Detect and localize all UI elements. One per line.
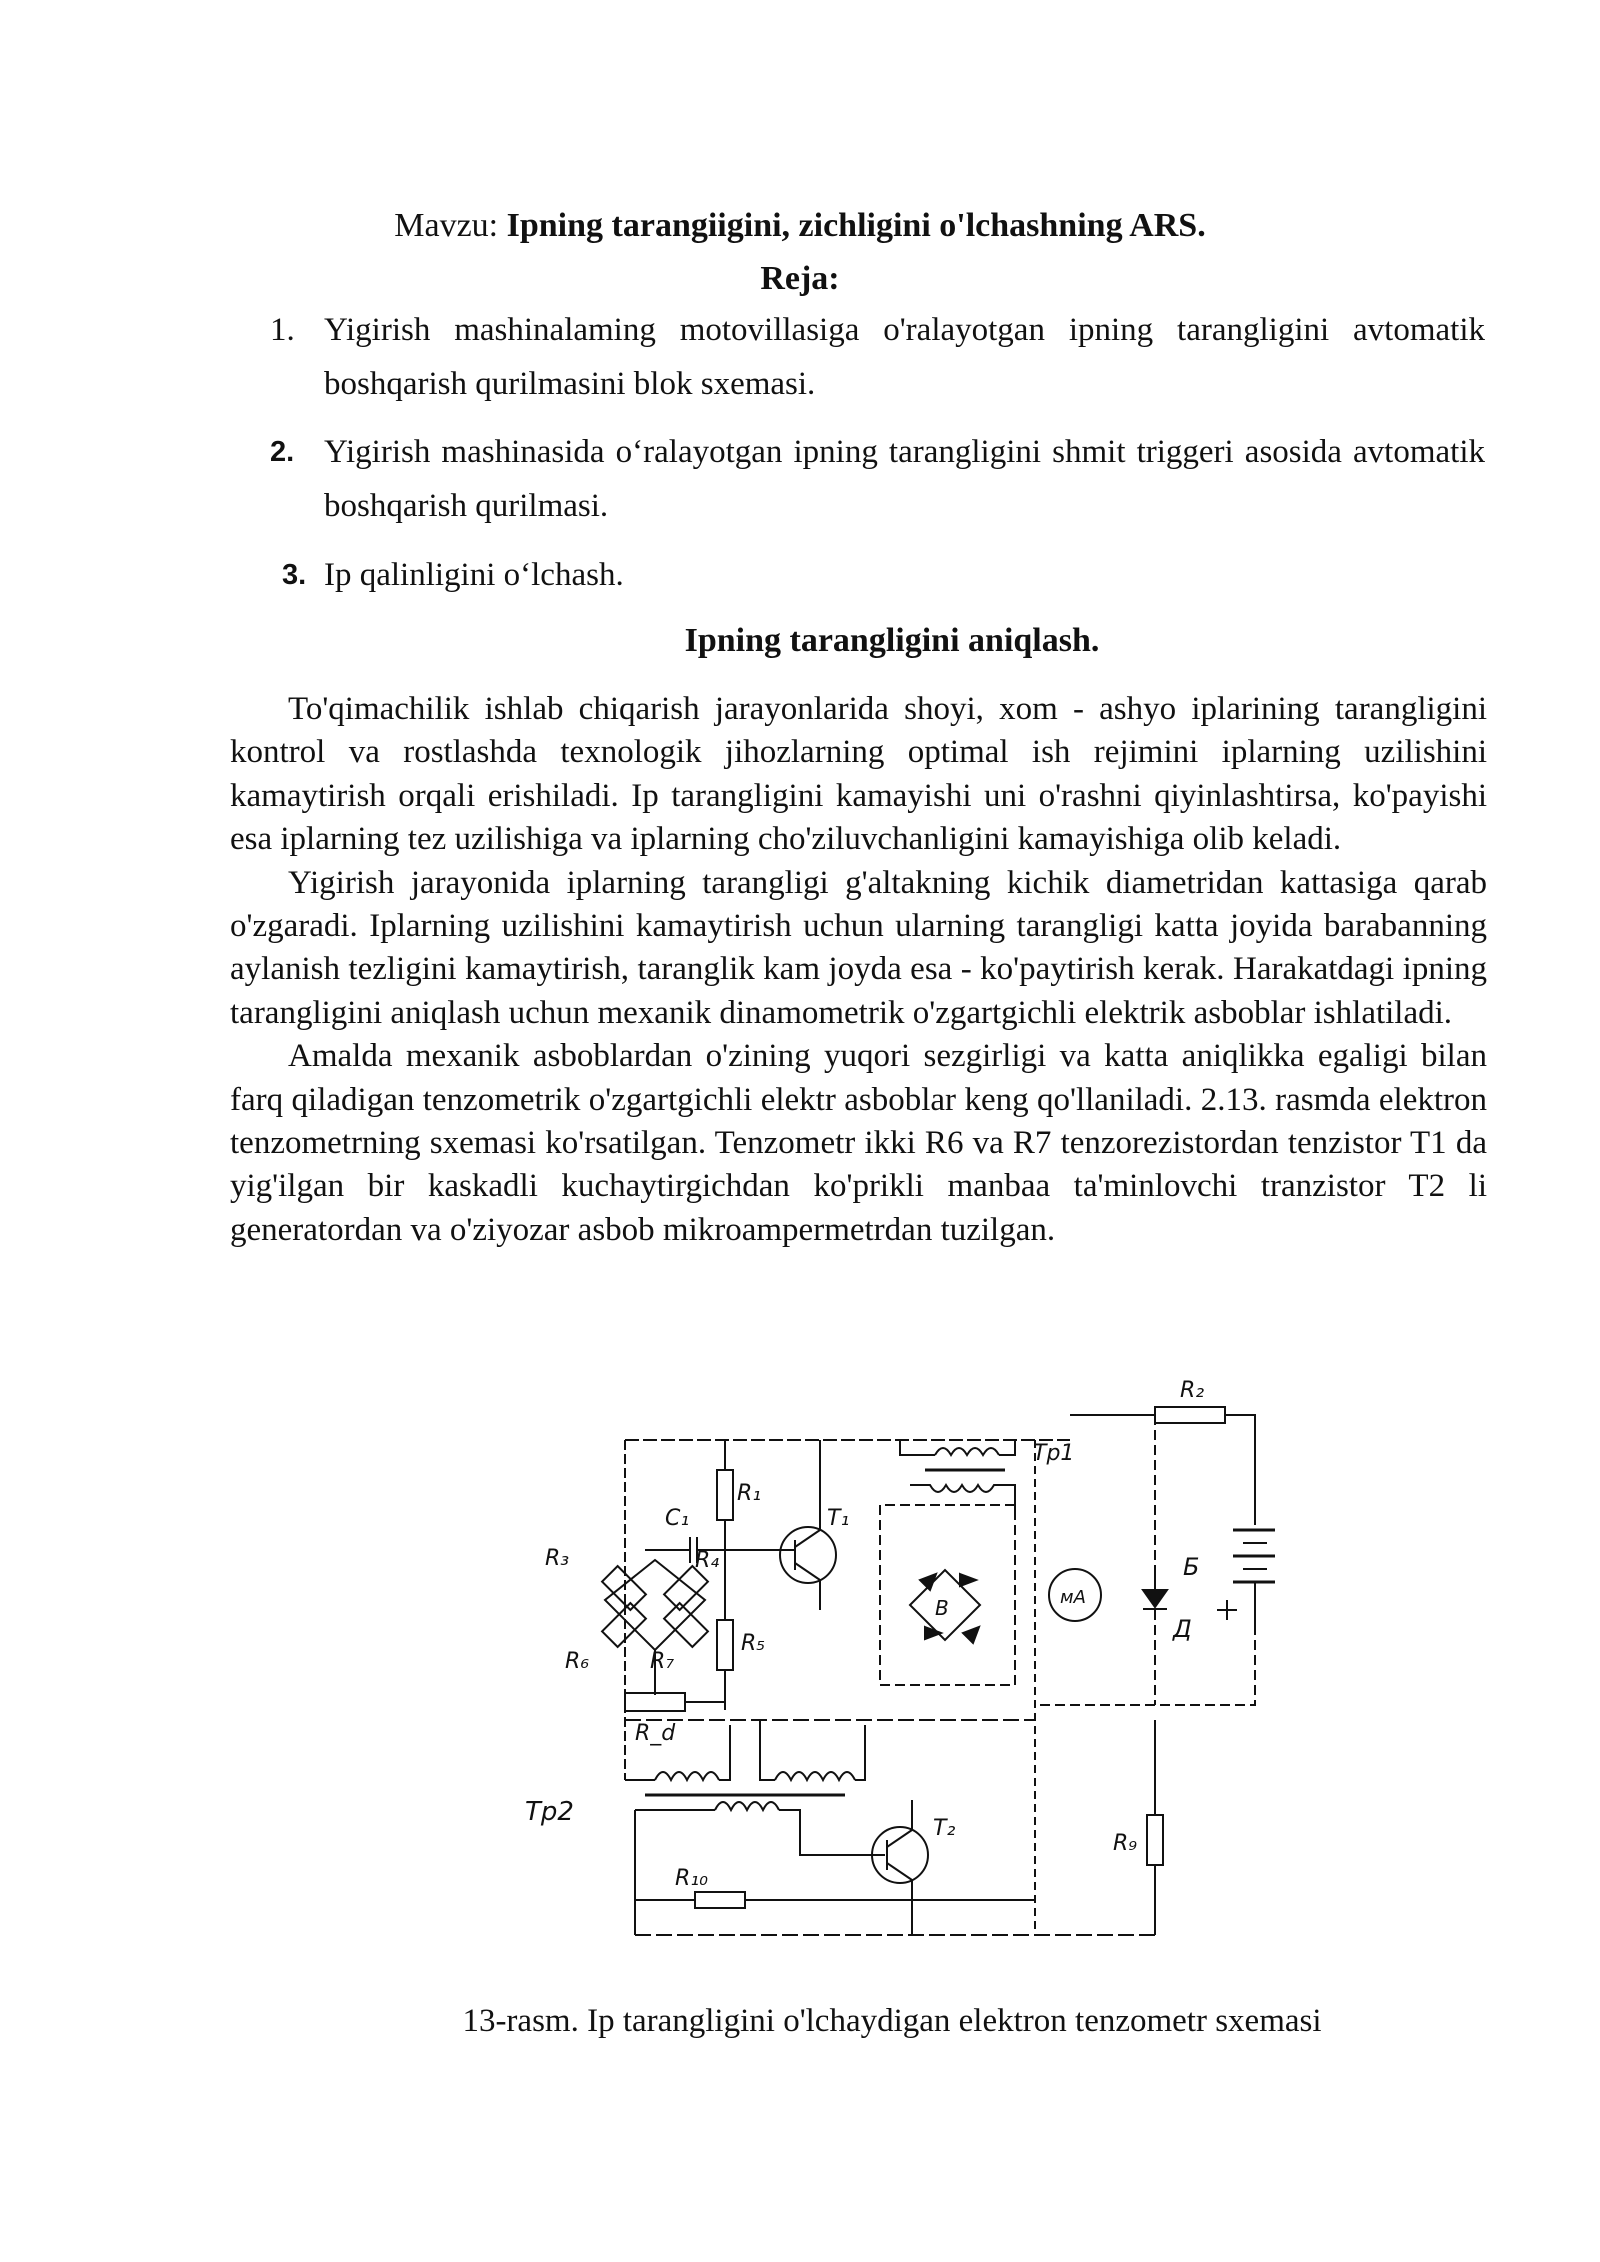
label-diode: Д	[1173, 1615, 1192, 1643]
label-tp1: Tp1	[1033, 1441, 1075, 1466]
label-t2: T₂	[933, 1816, 956, 1841]
section-title: Ipning tarangligini aniqlash.	[684, 622, 1100, 659]
plan-item-number: 3.	[282, 559, 307, 591]
label-r7: R₇	[650, 1649, 675, 1674]
plan-title: Reja:	[760, 260, 840, 297]
plan-item-3	[282, 548, 1497, 602]
plan-item-2	[270, 425, 1485, 533]
label-r2: R₂	[1180, 1378, 1205, 1403]
label-meter: мА	[1060, 1587, 1086, 1608]
label-t1: T₁	[827, 1506, 850, 1531]
label-r9: R₉	[1113, 1831, 1138, 1856]
label-r10: R₁₀	[675, 1866, 708, 1891]
topic-prefix: Mavzu:	[394, 207, 507, 244]
tensometer-circuit-diagram	[515, 1375, 1275, 1975]
label-c1: C₁	[665, 1506, 690, 1531]
label-rd: R_d	[635, 1721, 676, 1746]
label-r3: R₃	[545, 1546, 570, 1571]
label-r6: R₆	[565, 1649, 590, 1674]
label-r1: R₁	[737, 1481, 762, 1506]
body-text	[230, 688, 1487, 1252]
plan-item-number: 1.	[270, 312, 295, 348]
plan-item-number: 2.	[270, 436, 295, 468]
paragraph-1: To'qimachilik ishlab chiqarish jarayonlarida shoyi, xom - ashyo iplarining tarangligini kontrol va rostlashda texnologik jihozlarning optimal ish rejimini iplarning uzilishini kamaytirish orqali erishiladi. Ip tarangligini kamayishi uni o'rashni qiyinlashtirsa, ko'payishi esa iplarning tez uzilishiga va iplarning cho'ziluvchanligini kamayishiga olib keladi.	[230, 691, 1487, 858]
label-r4: R₄	[695, 1548, 720, 1573]
plan-item-1	[270, 303, 1485, 411]
plan-item-text: Ip qalinligini o‘lchash.	[324, 557, 624, 593]
figure-caption: 13-rasm. Ip tarangligini o'lchaydigan elektron tenzometr sxemasi	[462, 2003, 1322, 2039]
topic-line	[0, 205, 1600, 247]
label-bridge: В	[935, 1596, 949, 1620]
paragraph-3: Amalda mexanik asboblardan o'zining yuqori sezgirligi va katta aniqlikka egaligi bilan farq qiladigan tenzometrik o'zgartgichli elektr asboblar keng qo'llaniladi. 2.13. rasmda elektron tenzometrning sxemasi ko'rsatilgan. Tenzometr ikki R6 va R7 tenzorezistordan tenzistor T1 da yig'ilgan bir kaskadli kuchaytirgichdan ko'prikli manbaa ta'minlovchi tranzistor T2 li generatordan va o'ziyozar asbob mikroampermetrdan tuzilgan.	[230, 1038, 1487, 1248]
label-r5: R₅	[741, 1631, 766, 1656]
label-battery: Б	[1183, 1553, 1200, 1581]
paragraph-2: Yigirish jarayonida iplarning tarangligi g'altakning kichik diametridan kattasiga qarab o'zgaradi. Iplarning uzilishini kamaytirish uchun ularning tarangligi katta joyida barabanning aylanish tezligini kamaytirish, taranglik kam joyda esa - ko'paytirish kerak. Harakatdagi ipning tarangligini aniqlash uchun mexanik dinamometrik o'zgartgichli elektrik asboblar ishlatiladi.	[230, 864, 1487, 1031]
label-tp2: Tp2	[525, 1797, 574, 1827]
plan-item-text: Yigirish mashinasida o‘ralayotgan ipning tarangligini shmit triggeri asosida avtomatik boshqarish qurilmasi.	[324, 434, 1485, 524]
plan-item-text: Yigirish mashinalaming motovillasiga o'ralayotgan ipning tarangligini avtomatik boshqarish qurilmasini blok sxemasi.	[324, 312, 1485, 402]
topic-title: Ipning tarangiigini, zichligini o'lchashning ARS.	[506, 207, 1206, 244]
